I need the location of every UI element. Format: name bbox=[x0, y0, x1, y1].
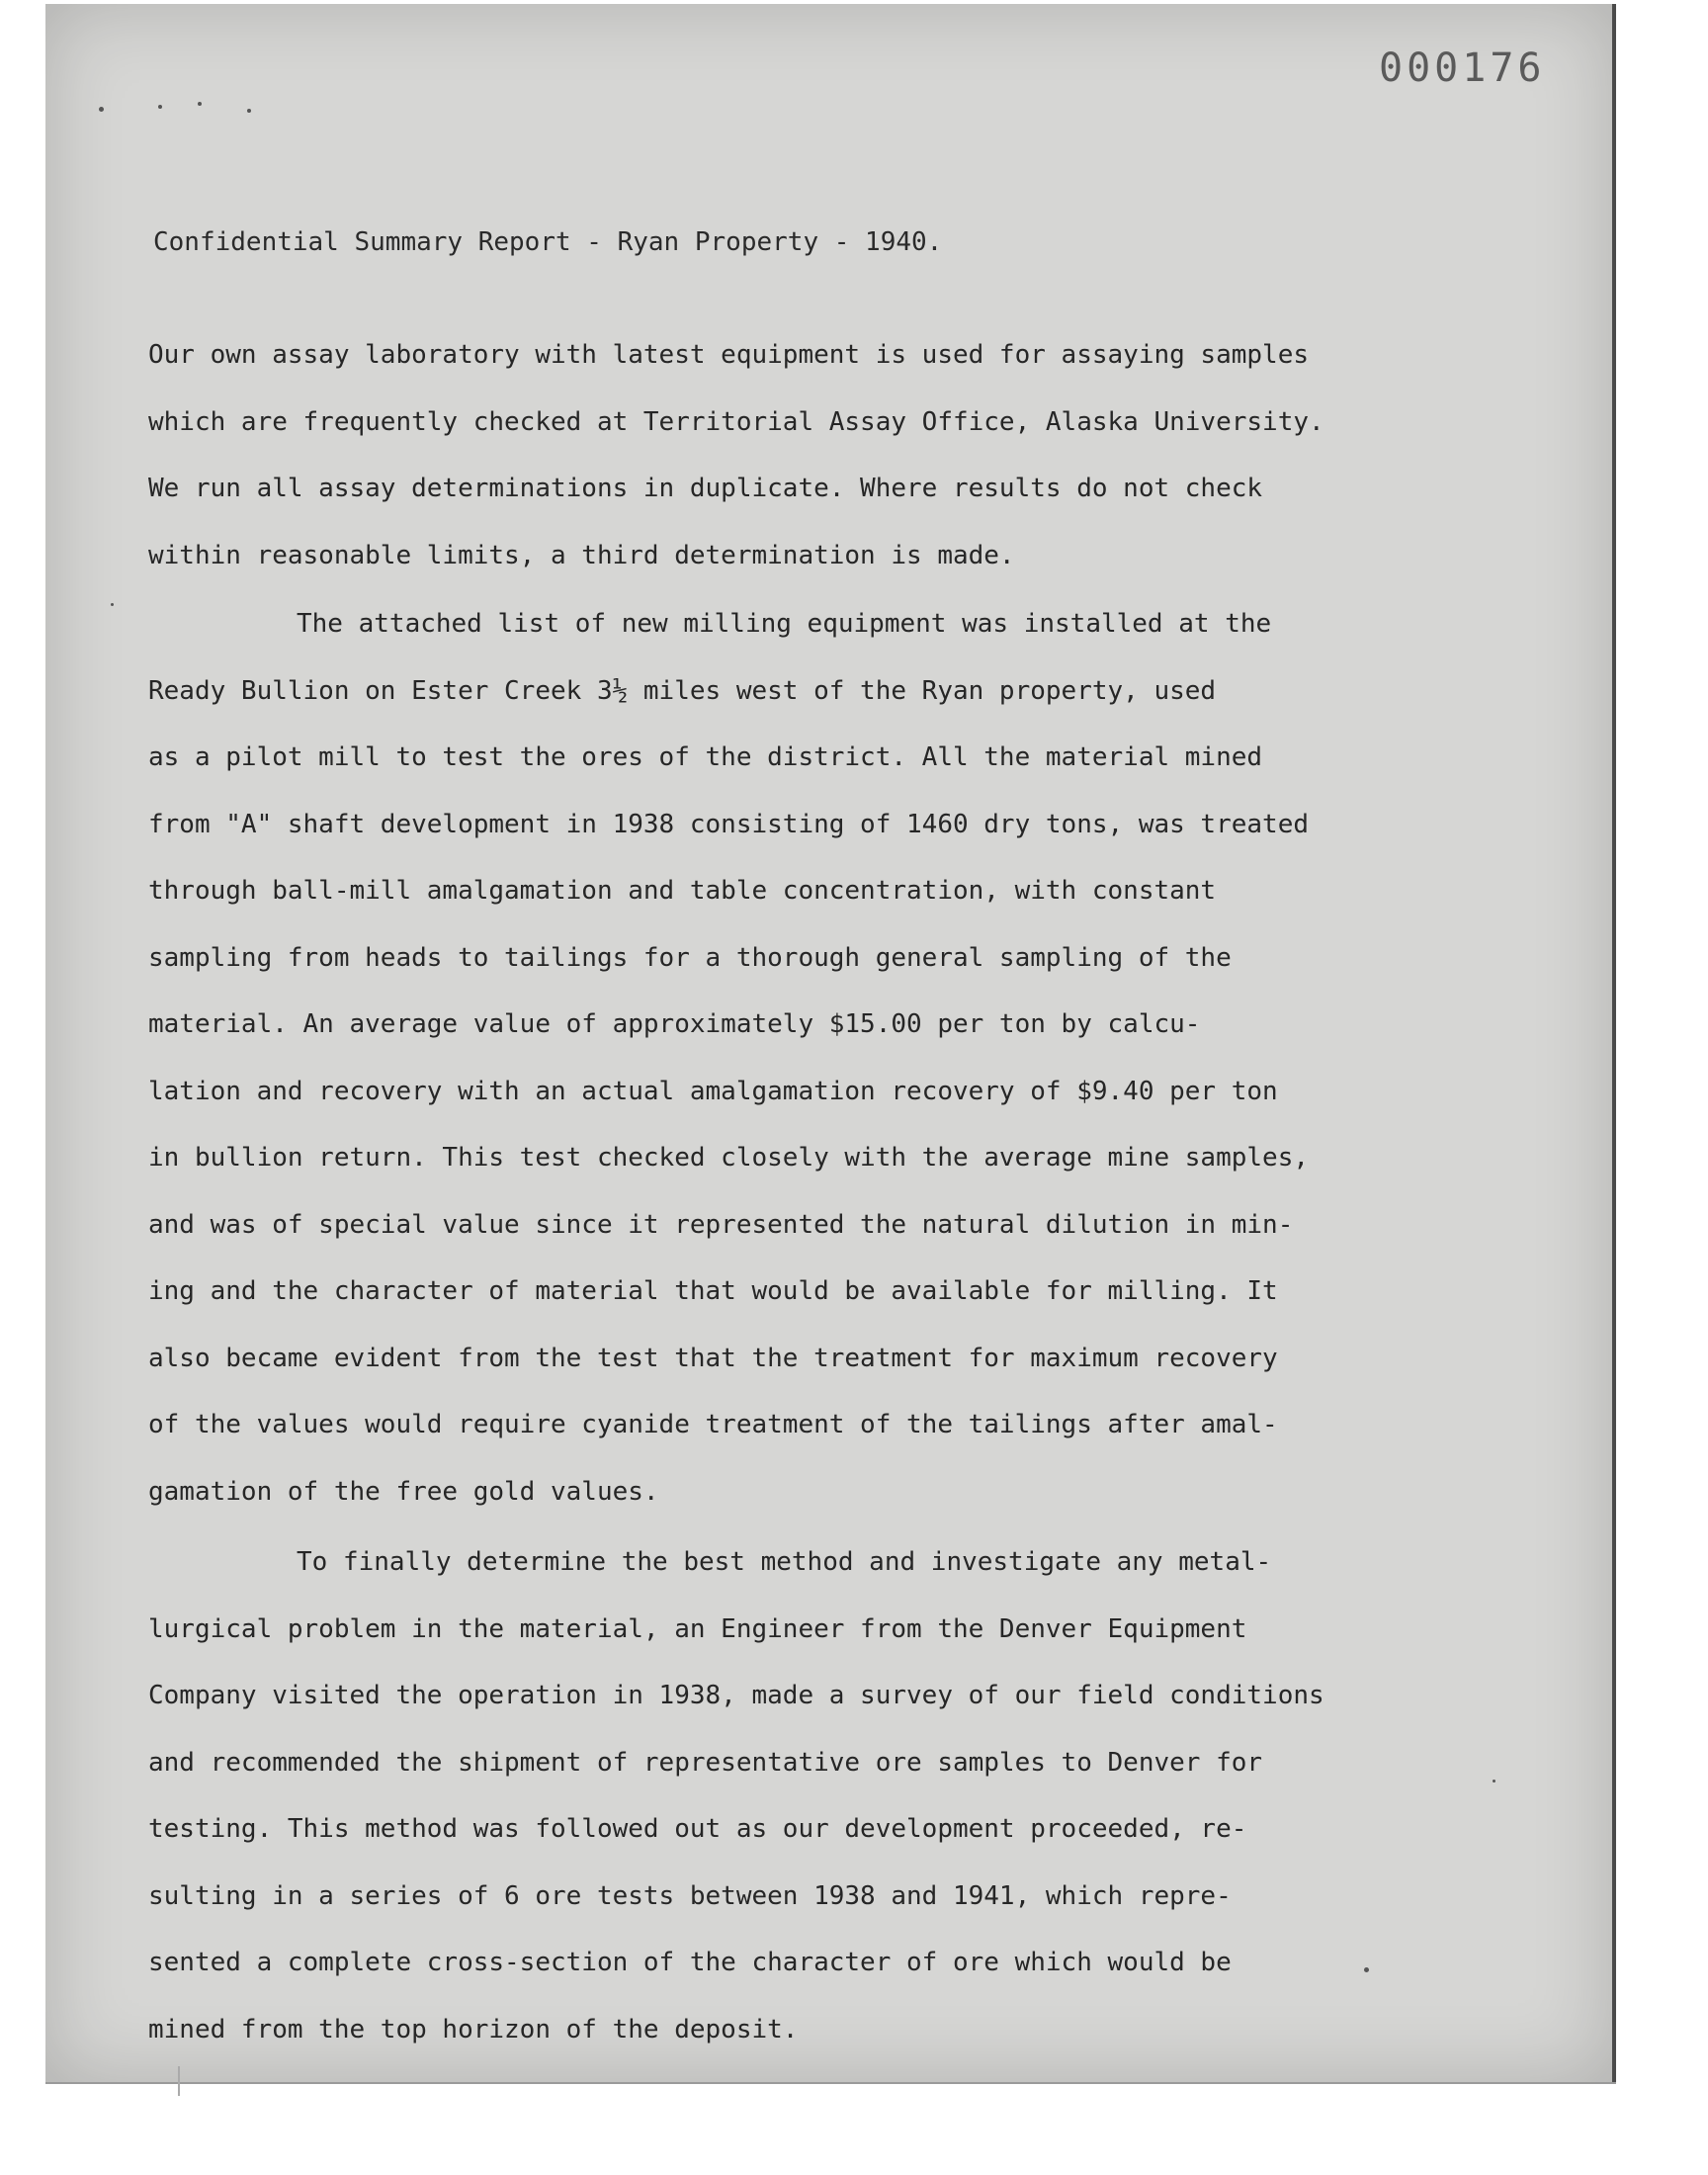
text-line: in bullion return. This test checked closely with the average mine samples, bbox=[148, 1143, 1309, 1173]
text-line: ing and the character of material that would be available for milling. It bbox=[148, 1276, 1278, 1306]
page-edge bbox=[45, 2082, 1616, 2084]
text-line: To finally determine the best method and investigate any metal- bbox=[297, 1547, 1272, 1577]
text-line: lation and recovery with an actual amalgamation recovery of $9.40 per ton bbox=[148, 1076, 1278, 1106]
text-line: material. An average value of approximately $15.00 per ton by calcu- bbox=[148, 1009, 1201, 1039]
text-line: mined from the top horizon of the deposit. bbox=[148, 2014, 799, 2044]
text-line: within reasonable limits, a third determination is made. bbox=[148, 540, 1015, 570]
scan-speck bbox=[111, 603, 114, 606]
scan-speck bbox=[247, 109, 251, 113]
text-line: from "A" shaft development in 1938 consisting of 1460 dry tons, was treated bbox=[148, 809, 1309, 839]
scan-speck bbox=[158, 105, 162, 109]
text-line: and recommended the shipment of representative ore samples to Denver for bbox=[148, 1747, 1263, 1778]
text-line: Company visited the operation in 1938, made a survey of our field conditions bbox=[148, 1681, 1324, 1710]
scan-speck bbox=[198, 102, 202, 106]
scan-speck bbox=[99, 107, 104, 112]
text-line: sampling from heads to tailings for a thorough general sampling of the bbox=[148, 942, 1232, 973]
text-line: The attached list of new milling equipment was installed at the bbox=[297, 609, 1272, 639]
text-line: testing. This method was followed out as our development proceeded, re- bbox=[148, 1814, 1247, 1844]
text-line: sented a complete cross-section of the character of ore which would be bbox=[148, 1948, 1232, 1977]
text-line: through ball-mill amalgamation and table concentration, with constant bbox=[148, 876, 1217, 906]
scan-speck bbox=[1364, 1967, 1369, 1972]
text-line: which are frequently checked at Territorial Assay Office, Alaska University. bbox=[148, 406, 1324, 437]
paragraph-3 bbox=[148, 1529, 1433, 2063]
text-line: sulting in a series of 6 ore tests between 1938 and 1941, which repre- bbox=[148, 1880, 1232, 1911]
text-line: Our own assay laboratory with latest equipment is used for assaying samples bbox=[148, 340, 1309, 370]
text-line: gamation of the free gold values. bbox=[148, 1476, 659, 1507]
scan-speck bbox=[1493, 1780, 1495, 1783]
scan-artifact bbox=[178, 2066, 180, 2096]
page-number: 000176 bbox=[1379, 45, 1546, 91]
text-line: lurgical problem in the material, an Engineer from the Denver Equipment bbox=[148, 1613, 1247, 1644]
text-line: of the values would require cyanide treatment of the tailings after amal- bbox=[148, 1410, 1278, 1439]
text-line: Ready Bullion on Ester Creek 3½ miles west of the Ryan property, used bbox=[148, 675, 1217, 706]
document-title: Confidential Summary Report - Ryan Property - 1940. bbox=[153, 227, 943, 257]
text-line: also became evident from the test that the treatment for maximum recovery bbox=[148, 1343, 1278, 1373]
paragraph-1 bbox=[148, 322, 1433, 589]
text-line: We run all assay determinations in duplicate. Where results do not check bbox=[148, 474, 1263, 503]
paragraph-2 bbox=[148, 591, 1433, 1525]
text-line: and was of special value since it represented the natural dilution in min- bbox=[148, 1209, 1294, 1240]
text-line: as a pilot mill to test the ores of the district. All the material mined bbox=[148, 742, 1263, 772]
